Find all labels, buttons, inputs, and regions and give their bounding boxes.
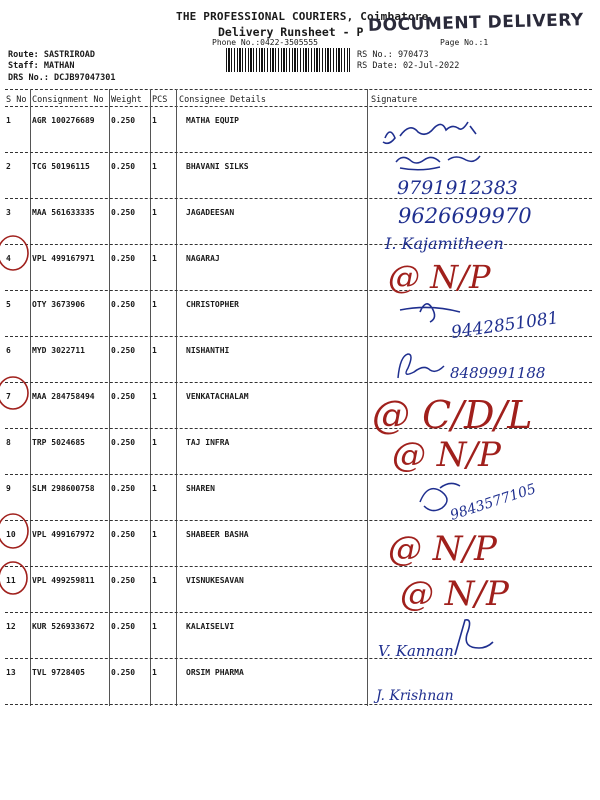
row-sno: 6 (6, 346, 11, 355)
handwritten-phone: 8489991188 (450, 364, 546, 382)
row-consignment-no: MYD 3022711 (32, 346, 85, 355)
row-sno: 4 (6, 254, 11, 263)
row-consignment-no: TRP 5024685 (32, 438, 85, 447)
handwritten-phone: 9791912383 (397, 177, 518, 199)
row-pcs: 1 (152, 208, 157, 217)
row-pcs: 1 (152, 530, 157, 539)
row-pcs: 1 (152, 300, 157, 309)
row-divider (5, 152, 592, 153)
row-weight: 0.250 (111, 530, 136, 539)
row-sno: 8 (6, 438, 11, 447)
col-header-consignment: Consignment No (32, 95, 104, 105)
row-consignee: VENKATACHALAM (186, 392, 249, 401)
barcode-image (226, 48, 350, 72)
signature-scribble (396, 156, 480, 170)
signature-scribble (420, 483, 460, 510)
runsheet-subtitle: Delivery Runsheet - P (218, 25, 364, 39)
table-top-rule (5, 89, 592, 90)
row-pcs: 1 (152, 392, 157, 401)
row-sno: 12 (6, 622, 16, 631)
handwritten-cdl: @ C/D/L (372, 393, 533, 437)
row-consignee: VISNUKESAVAN (186, 576, 244, 585)
row-sno: 1 (6, 116, 11, 125)
handwritten-not-present: @ N/P (392, 435, 501, 475)
row-weight: 0.250 (111, 668, 136, 677)
row-consignment-no: KUR 526933672 (32, 622, 95, 631)
row-consignee: MATHA EQUIP (186, 116, 239, 125)
row-weight: 0.250 (111, 116, 136, 125)
row-pcs: 1 (152, 254, 157, 263)
handwritten-name: I. Kajamitheen (385, 234, 504, 253)
runsheet-company-title: THE PROFESSIONAL COURIERS, Coimbatore (176, 10, 429, 23)
row-consignment-no: TVL 9728405 (32, 668, 85, 677)
signature-scribble (398, 354, 444, 378)
row-sno: 10 (6, 530, 16, 539)
row-consignment-no: SLM 298600758 (32, 484, 95, 493)
row-consignee: CHRISTOPHER (186, 300, 239, 309)
row-consignee: NISHANTHI (186, 346, 230, 355)
red-circle-mark (0, 236, 28, 270)
row-sno: 2 (6, 162, 11, 171)
row-consignment-no: MAA 284758494 (32, 392, 95, 401)
col-header-pcs: PCS (152, 95, 168, 105)
column-divider (109, 89, 110, 706)
row-consignment-no: MAA 561633335 (32, 208, 95, 217)
row-divider (5, 520, 592, 521)
row-sno: 7 (6, 392, 11, 401)
row-consignee: BHAVANI SILKS (186, 162, 249, 171)
handwritten-not-present: @ N/P (400, 574, 509, 614)
row-consignee: NAGARAJ (186, 254, 220, 263)
row-divider (5, 290, 592, 291)
row-divider (5, 658, 592, 659)
row-consignment-no: VPL 499167972 (32, 530, 95, 539)
column-divider (150, 89, 151, 706)
row-weight: 0.250 (111, 300, 136, 309)
column-divider (30, 89, 31, 706)
row-divider (5, 566, 592, 567)
row-consignee: SHABEER BASHA (186, 530, 249, 539)
row-weight: 0.250 (111, 576, 136, 585)
row-weight: 0.250 (111, 208, 136, 217)
row-pcs: 1 (152, 438, 157, 447)
row-divider (5, 244, 592, 245)
rs-number: RS No.: 970473 (357, 50, 429, 60)
row-divider (5, 428, 592, 429)
handwritten-name: V. Kannan (378, 642, 454, 660)
col-header-sno: S No (6, 95, 27, 105)
row-sno: 13 (6, 668, 16, 677)
phone-number: Phone No.:0422-3505555 (212, 38, 318, 47)
row-weight: 0.250 (111, 484, 136, 493)
row-consignment-no: VPL 499167971 (32, 254, 95, 263)
handwritten-not-present: @ N/P (388, 529, 497, 569)
row-weight: 0.250 (111, 346, 136, 355)
row-consignment-no: TCG 50196115 (32, 162, 90, 171)
staff-label: Staff: MATHAN (8, 61, 75, 71)
row-divider (5, 612, 592, 613)
handwritten-phone: 9626699970 (398, 204, 532, 228)
page-number: Page No.:1 (440, 38, 489, 47)
row-divider (5, 474, 592, 475)
handwritten-name: J. Krishnan (376, 688, 454, 704)
row-weight: 0.250 (111, 438, 136, 447)
row-sno: 9 (6, 484, 11, 493)
col-header-weight: Weight (111, 95, 142, 105)
row-pcs: 1 (152, 116, 157, 125)
handwritten-phone: 9442851081 (449, 308, 560, 343)
column-divider (367, 89, 368, 706)
row-divider (5, 704, 592, 705)
row-weight: 0.250 (111, 622, 136, 631)
signature-scribble (455, 620, 493, 655)
row-weight: 0.250 (111, 254, 136, 263)
row-divider (5, 198, 592, 199)
row-consignee: JAGADEESAN (186, 208, 235, 217)
row-pcs: 1 (152, 484, 157, 493)
row-pcs: 1 (152, 162, 157, 171)
handwritten-phone: 9843577105 (448, 481, 538, 524)
row-divider (5, 336, 592, 337)
row-weight: 0.250 (111, 162, 136, 171)
row-pcs: 1 (152, 668, 157, 677)
col-header-signature: Signature (371, 95, 418, 105)
row-sno: 5 (6, 300, 11, 309)
document-delivery-stamp: DOCUMENT DELIVERY (367, 10, 584, 36)
row-sno: 3 (6, 208, 11, 217)
row-consignment-no: AGR 100276689 (32, 116, 95, 125)
row-pcs: 1 (152, 346, 157, 355)
col-header-consignee: Consignee Details (179, 95, 266, 105)
row-divider (5, 382, 592, 383)
row-pcs: 1 (152, 576, 157, 585)
row-consignee: KALAISELVI (186, 622, 235, 631)
row-consignment-no: VPL 499259811 (32, 576, 95, 585)
column-divider (176, 89, 177, 706)
rs-date: RS Date: 02-Jul-2022 (357, 61, 460, 71)
route-label: Route: SASTRIROAD (8, 50, 95, 60)
row-consignee: SHAREN (186, 484, 215, 493)
table-header-rule (5, 106, 592, 107)
handwritten-not-present: @ N/P (388, 258, 491, 296)
row-consignment-no: OTY 3673906 (32, 300, 85, 309)
signature-scribble (400, 304, 460, 322)
row-pcs: 1 (152, 622, 157, 631)
row-sno: 11 (6, 576, 16, 585)
drs-number: DRS No.: DCJB97047301 (8, 73, 116, 83)
signature-scribble (383, 122, 476, 143)
row-consignee: ORSIM PHARMA (186, 668, 244, 677)
row-consignee: TAJ INFRA (186, 438, 230, 447)
row-weight: 0.250 (111, 392, 136, 401)
